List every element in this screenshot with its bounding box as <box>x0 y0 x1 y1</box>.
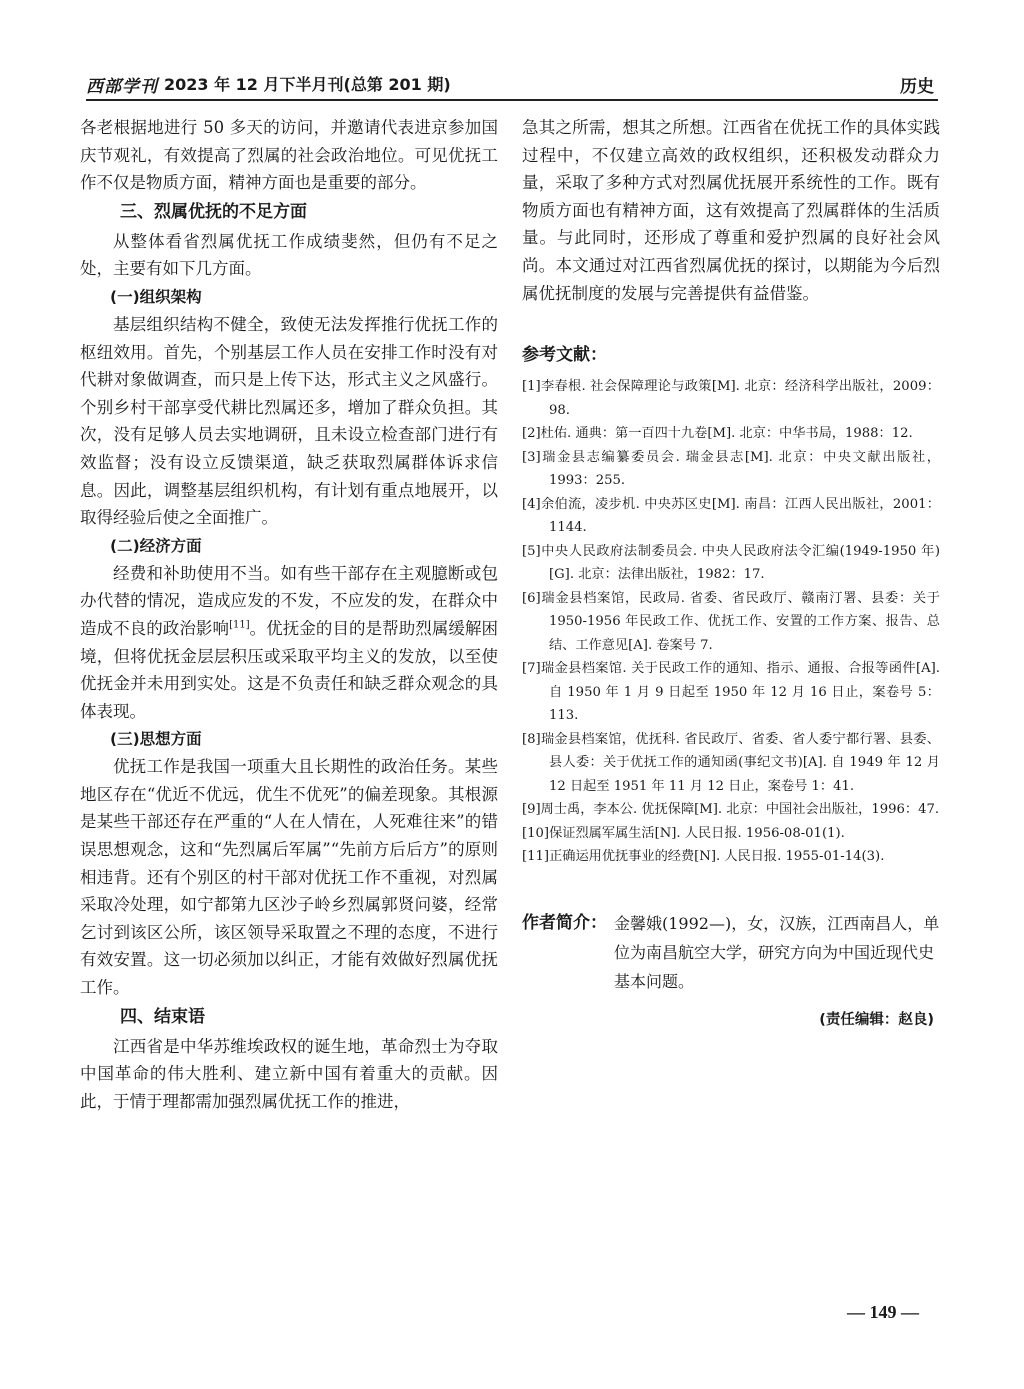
section-heading-4: 四、结束语 <box>120 1006 205 1027</box>
reference-item: [3]瑞金县志编纂委员会. 瑞金县志[M]. 北京：中央文献出版社，1993：255. <box>522 449 940 489</box>
reference-item: [7]瑞金县档案馆. 关于民政工作的通知、指示、通报、合报等函件[A]. 自 1950 年 1 月 9 日起至 1950 年 12 月 16 日止，案卷号 5：113. <box>522 661 940 724</box>
author-label: 作者简介： <box>522 912 607 933</box>
reference-item: [1]李春根. 社会保障理论与政策[M]. 北京：经济科学出版社，2009：98. <box>522 379 940 418</box>
citation-11: [11] <box>229 619 250 631</box>
reference-item: [10]保证烈属军属生活[N]. 人民日报. 1956-08-01(1). <box>522 825 845 841</box>
references-heading: 参考文献： <box>522 345 607 366</box>
editor-note: (责任编辑：赵良) <box>819 1011 934 1028</box>
reference-item: [11]正确运用优抚事业的经费[N]. 人民日报. 1955-01-14(3). <box>522 849 885 865</box>
issue-info: 2023 年 12 月下半月刊(总第 201 期) <box>164 75 451 94</box>
conclusion-continued: 急其之所需，想其之所想。江西省在优抚工作的具体实践过程中，不仅建立高效的政权组织，还积极发动群众力量，采取了多种方式对烈属优抚展开系统性的工作。既有物质方面也有精神方面，这有效提高了烈属群体的生活质量。与此同时，还形成了尊重和爱护烈属的良好社会风尚。本文通过对江西省烈属优抚的探讨，以期能为今后烈属优抚制度的发展与完善提供有益借鉴。 <box>522 118 940 303</box>
reference-item: [5]中央人民政府法制委员会. 中央人民政府法令汇编(1949-1950 年)[G]. 北京：法律出版社，1982：17. <box>522 543 940 583</box>
journal-logo: 西部学刊 <box>86 77 158 97</box>
header-rule <box>86 99 938 101</box>
reference-list <box>522 375 940 869</box>
subheading-organization: (一)组织架构 <box>110 287 202 306</box>
right-column <box>522 114 940 1029</box>
ideology-paragraph: 优抚工作是我国一项重大且长期性的政治任务。某些地区存在“优近不优远，优生不优死”的偏差现象。其根源是某些干部还存在严重的“人在人情在，人死难往来”的错误思想观念，这和“先烈属后军属”“先前方后后方”的原则相违背。还有个别区的村干部对优抚工作不重视，对烈属采取冷处理，如宁都第九区沙子岭乡烈属郭贤问婆，经常乞讨到该区公所，该区领导采取置之不理的态度，不进行有效安置。这一切必须加以纠正，才能有效做好烈属优抚工作。 <box>80 757 498 998</box>
subheading-economy: (二)经济方面 <box>110 536 202 555</box>
author-bio <box>522 909 940 996</box>
section-3-intro: 从整体看省烈属优抚工作成绩斐然，但仍有不足之处，主要有如下几方面。 <box>80 231 498 279</box>
author-text: 金馨娥(1992—)，女，汉族，江西南昌人，单位为南昌航空大学，研究方向为中国近现代史基本问题。 <box>614 913 940 991</box>
economy-text-b: 。优抚金的目的是帮助烈属缓解困境，但将优抚金层层积压或采取平均主义的发放，以至使优抚金并未用到实处。这是不负责任和缺乏群众观念的具体表现。 <box>80 618 499 721</box>
organization-paragraph: 基层组织结构不健全，致使无法发挥推行优抚工作的枢纽效用。首先，个别基层工作人员在安排工作时没有对代耕对象做调查，而只是上传下达，形式主义之风盛行。个别乡村干部享受代耕比烈属还多，增加了群众负担。其次，没有足够人员去实地调研，且未设立检查部门进行有效监督；没有设立反馈渠道，缺乏获取烈属群体诉求信息。因此，调整基层组织机构，有计划有重点地展开，以取得经验后使之全面推广。 <box>80 314 498 528</box>
section-heading-3: 三、烈属优抚的不足方面 <box>120 201 307 222</box>
reference-item: [8]瑞金县档案馆，优抚科. 省民政厅、省委、省人委宁都行署、县委、县人委：关于优抚工作的通知函(事纪文书)[A]. 自 1949 年 12 月 12 日起至 1951 年 11 月 12 日止，案卷号 1：41. <box>522 731 940 794</box>
reference-item: [2]杜佑. 通典：第一百四十九卷[M]. 北京：中华书局，1988：12. <box>522 426 913 442</box>
conclusion-paragraph: 江西省是中华苏维埃政权的诞生地，革命烈士为夺取中国革命的伟大胜利、建立新中国有着重大的贡献。因此，于情于理都需加强烈属优抚工作的推进， <box>80 1036 498 1111</box>
subheading-ideology: (三)思想方面 <box>110 730 202 749</box>
opening-paragraph: 各老根据地进行 50 多天的访问，并邀请代表进京参加国庆节观礼，有效提高了烈属的社会政治地位。可见优抚工作不仅是物质方面，精神方面也是重要的部分。 <box>80 118 498 193</box>
page-number: — 149 — <box>847 1302 919 1322</box>
reference-item: [4]余伯流，凌步机. 中央苏区史[M]. 南昌：江西人民出版社，2001：1144. <box>522 496 940 536</box>
section-label: 历史 <box>900 77 934 97</box>
economy-paragraph <box>80 560 498 726</box>
reference-item: [6]瑞金县档案馆，民政局. 省委、省民政厅、赣南汀署、县委：关于 1950-1956 年民政工作、优抚工作、安置的工作方案、报告、总结、工作意见[A]. 卷案号 7. <box>522 590 940 653</box>
left-column <box>80 114 498 1115</box>
running-header <box>86 66 938 96</box>
economy-text-a: 经费和补助使用不当。如有些干部存在主观臆断或包办代替的情况，造成应发的不发，不应发的发，在群众中造成不良的政治影响 <box>80 563 498 638</box>
reference-item: [9]周士禹，李本公. 优抚保障[M]. 北京：中国社会出版社，1996：47. <box>522 802 940 818</box>
